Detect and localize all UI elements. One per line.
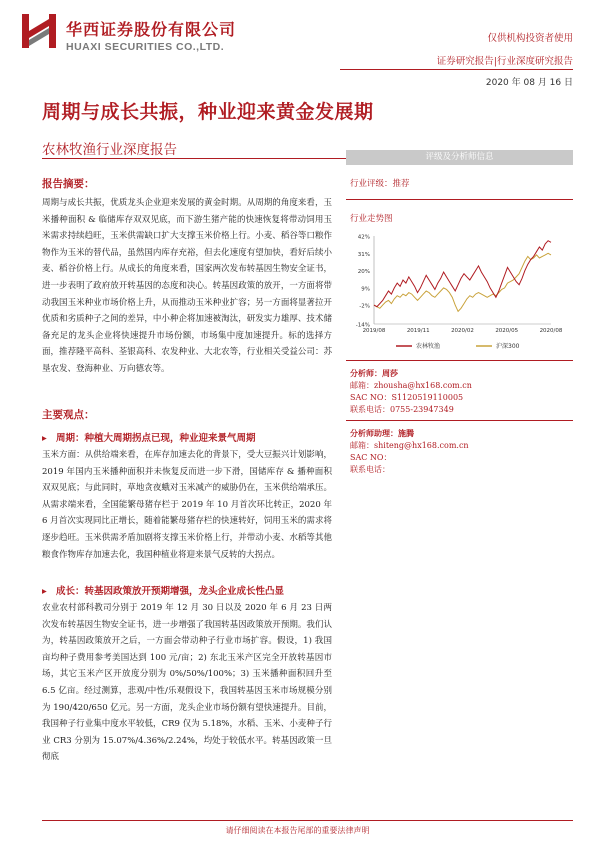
viewpoint-title: 周期：种植大周期拐点已现，种业迎来景气周期 [56,433,256,444]
report-type: 证券研究报告|行业深度研究报告 [436,56,573,67]
sac-label: SAC NO： [350,453,392,462]
analyst-divider [346,420,573,421]
x-tick-label: 2020/05 [495,328,519,334]
summary-text: 周期与成长共振，优质龙头企业迎来发展的黄金时期。从周期的角度来看，玉米播种面积 & 临储库存双双见底，而下游生猪产能的快速恢复将带动饲用玉米需求持续趋旺，玉米供需缺口扩大支撑玉米价格上行。小麦、稻谷等口粮作物作为玉米的替代品，虽然国内库存充裕，但去化速度有望加快，看好后续小麦、稻谷价格上行。从成长的角度来看，国家两次发布转基因生物安全证书，进一步表明了政府放开转基因的态度和决心。转基因政策的放开，一方面将带动我国玉米种业市场价格上升，从而推动玉米种业扩容；另一方面将显著拉开优质和劣质种子之间的差异，中小种企将加速被淘汰，研发实力雄厚、技术储备充足的龙头企业将快速提升市场份额，市场集中度加速提升。标的选择方面，推荐隆平高科、荃银高科、农发种业、大北农等，行业相关受益公司：苏垦农发、登海种业、万向德农等。 [42,198,332,374]
analyst-role: 分析师： [350,368,382,378]
y-tick-label: 9% [361,286,370,293]
chart-divider [346,360,573,361]
audience-note: 仅供机构投资者使用 [487,33,573,44]
report-date: 2020 年 08 月 16 日 [485,78,573,88]
y-tick-label: 20% [357,269,370,276]
legal-disclaimer-note: 请仔细阅读在本报告尾部的重要法律声明 [225,826,370,835]
industry-trend-chart [346,228,573,358]
email-label: 邮箱： [350,381,374,390]
y-tick-label: 31% [357,251,370,258]
header-divider [340,69,573,70]
industry-rating [346,177,573,189]
analyst-block [346,367,573,416]
analyst-sac: S1120519110005 [391,393,464,402]
report-subtitle: 农林牧渔行业深度报告 [42,142,177,158]
viewpoint-title: 成长：转基因政策放开预期增强，龙头企业成长性凸显 [56,586,285,597]
rating-panel-header: 评级及分析师信息 [346,150,573,165]
y-tick-label: -2% [359,303,370,310]
company-name-en: HUAXI SECURITIES CO.,LTD. [66,41,225,53]
rating-panel [346,150,573,476]
trend-chart-svg [346,228,573,358]
rating-value: 推荐 [392,179,410,189]
analyst-email[interactable]: shiteng@hx168.com.cn [374,441,469,450]
summary-section [42,176,332,378]
phone-label: 联系电话： [350,465,390,474]
y-tick-label: 42% [357,234,370,241]
summary-heading: 报告摘要： [42,178,95,190]
analyst-phone: 0755-23947349 [390,405,454,414]
report-title: 周期与成长共振，种业迎来黄金发展期 [42,101,374,123]
rating-divider [346,199,573,200]
legend-label: 沪深300 [496,343,520,350]
viewpoint-text: 农业农村部科教司分别于 2019 年 12 月 30 日以及 2020 年 6 月 23 日两次发布转基因生物安全证书，进一步增强了我国转基因政策放开预期。我们认为，转基因政策放开之后，一方面会带动种子行业市场扩容。假设，1) 我国亩均种子费用参考美国达到 100 元/亩；2) 东北玉米产区完全开放转基因市场，其它玉米产区开放度分别为 0%/50%/100%；3) 玉米播种面积回升至 6.5 亿亩。经过测算，悲观/中性/乐观假设下，我国转基因玉米市场规模分别为 190/420/650 亿元。另一方面，龙头企业市场份额有望快速提升。目前，我国种子行业集中度水平较低，CR9 仅为 5.18%，水稻、玉米、小麦种子行业 CR3 分别为 15.07%/4.36%/2.24%，均处于较低水平。转基因政策一旦彻底 [42,603,332,763]
footer-divider [42,820,573,821]
viewpoints-heading: 主要观点： [42,409,95,421]
legend-label: 农林牧渔 [416,343,441,350]
x-tick-label: 2019/11 [406,328,430,334]
company-name-cn: 华西证券股份有限公司 [66,20,237,39]
viewpoint-text: 玉米方面：从供给端来看，在库存加速去化的背景下，受大豆振兴计划影响，2019 年国内玉米播种面积并未恢复反而进一步下滑，国储库存 & 播种面积双双见底；与此同时，草地贪夜蛾对玉米减产的威胁仍在，玉米供给端承压。从需求端来看，全国能繁母猪存栏于 2019 年 10 月首次环比转正，2020 年 6 月首次实现同比正增长，随着能繁母猪存栏的快速转好，饲用玉米的需求将逐步趋旺。玉米供需矛盾加剧将支撑玉米价格上行，并带动小麦、水稻等其他粮食作物库存加速去化，我国种植业将迎来景气反转的大拐点。 [42,450,332,560]
analyst-name: 周莎 [382,368,398,378]
viewpoint-item [42,431,332,563]
sac-label: SAC NO： [350,393,392,402]
trend-chart-title: 行业走势图 [350,214,393,224]
x-tick-label: 2020/08 [539,328,563,334]
viewpoint-item [42,584,332,766]
analyst-name: 施腾 [398,428,414,438]
analyst-block [346,427,573,476]
huaxi-logo-icon [22,14,56,48]
analyst-email[interactable]: zhousha@hx168.com.cn [374,381,472,390]
phone-label: 联系电话： [350,405,390,414]
x-tick-label: 2020/02 [451,328,474,334]
bullet-arrow-icon: ▸ [42,433,47,444]
analyst-role: 分析师助理： [350,428,398,438]
series-line [374,253,551,311]
y-tick-label: -14% [355,322,370,329]
x-tick-label: 2019/08 [362,328,386,334]
email-label: 邮箱： [350,441,374,450]
rating-label: 行业评级： [350,179,393,189]
bullet-arrow-icon: ▸ [42,586,47,597]
